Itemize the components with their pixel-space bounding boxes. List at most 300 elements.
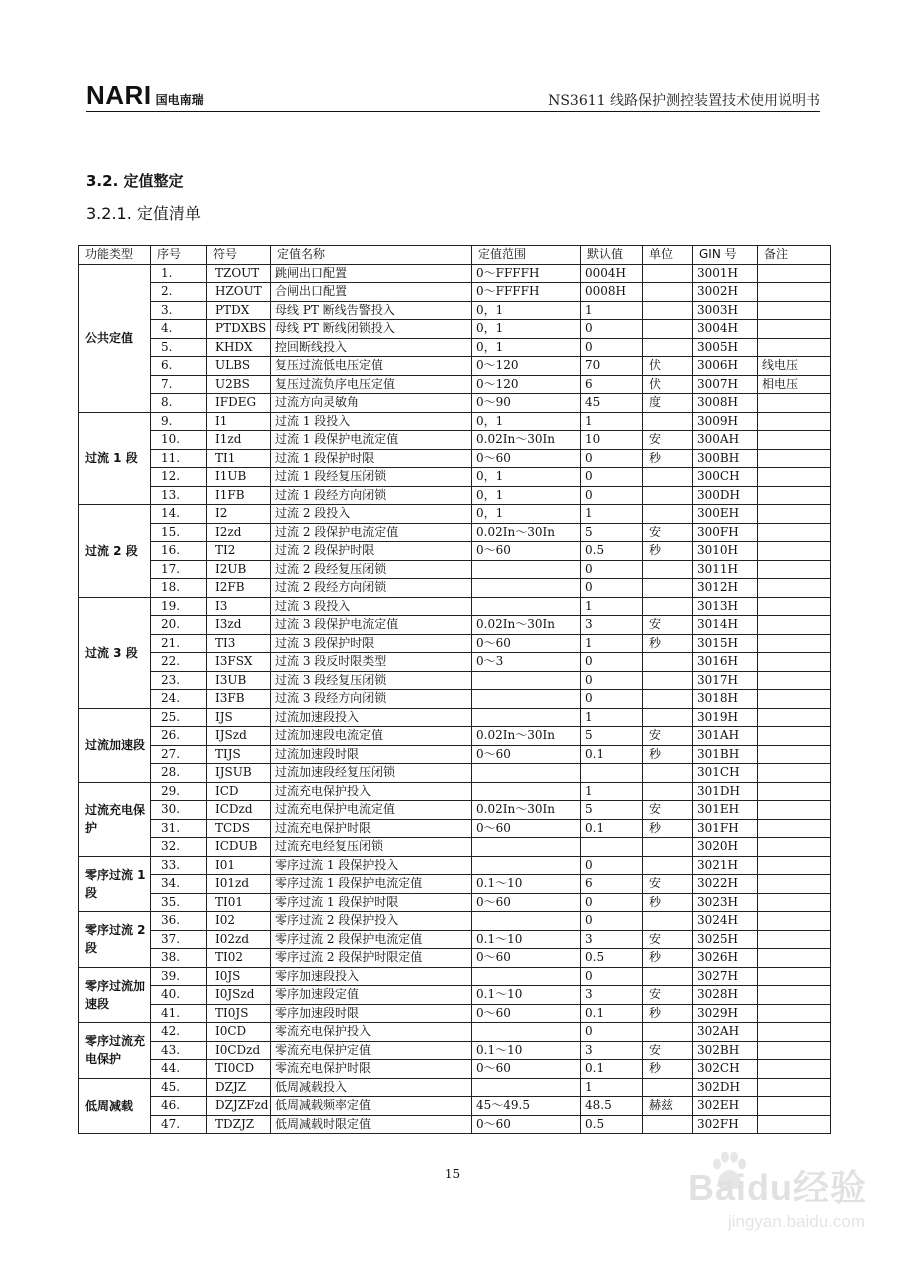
table-row: [79, 801, 831, 820]
col-header-remark: 备注: [758, 246, 831, 265]
cell-remark: 线电压: [758, 357, 831, 376]
cell-no: 21.: [151, 634, 207, 653]
cell-range: 0.02In～30In: [472, 801, 581, 820]
cell-symbol: I2zd: [207, 523, 271, 542]
cell-remark: [758, 412, 831, 431]
table-row: [79, 782, 831, 801]
cell-remark: [758, 1004, 831, 1023]
cell-default: 6: [581, 875, 643, 894]
cell-remark: [758, 838, 831, 857]
cell-default: 45: [581, 394, 643, 413]
cell-symbol: I3FB: [207, 690, 271, 709]
cell-remark: [758, 893, 831, 912]
cell-symbol: TI3: [207, 634, 271, 653]
cell-range: [472, 1078, 581, 1097]
table-row: [79, 486, 831, 505]
table-row: [79, 634, 831, 653]
cell-symbol: PTDXBS: [207, 320, 271, 339]
cell-remark: [758, 431, 831, 450]
cell-default: 1: [581, 708, 643, 727]
cell-remark: [758, 690, 831, 709]
cell-unit: 秒: [643, 449, 693, 468]
cell-symbol: IJS: [207, 708, 271, 727]
cell-symbol: TZOUT: [207, 264, 271, 283]
cell-default: 1: [581, 412, 643, 431]
cell-remark: [758, 283, 831, 302]
cell-default: 0: [581, 449, 643, 468]
cell-default: 1: [581, 782, 643, 801]
cell-unit: [643, 505, 693, 524]
cell-remark: [758, 967, 831, 986]
cell-range: [472, 671, 581, 690]
cell-remark: [758, 597, 831, 616]
cell-symbol: I2: [207, 505, 271, 524]
cell-default: 5: [581, 727, 643, 746]
cell-unit: 秒: [643, 819, 693, 838]
cell-unit: [643, 912, 693, 931]
cell-no: 41.: [151, 1004, 207, 1023]
cell-symbol: KHDX: [207, 338, 271, 357]
cell-unit: [643, 764, 693, 783]
cell-default: 0.1: [581, 745, 643, 764]
table-row: [79, 1115, 831, 1134]
cell-remark: [758, 949, 831, 968]
cell-gin: 3005H: [693, 338, 758, 357]
table-row: [79, 1041, 831, 1060]
cell-symbol: I3FSX: [207, 653, 271, 672]
cell-range: 0.1～10: [472, 1041, 581, 1060]
cell-symbol: TI2: [207, 542, 271, 561]
cell-range: 0～60: [472, 542, 581, 561]
function-type-cell: 过流加速段: [79, 708, 151, 782]
cell-name: 过流 3 段保护时限: [271, 634, 472, 653]
cell-range: 0～120: [472, 375, 581, 394]
cell-unit: [643, 579, 693, 598]
cell-remark: [758, 264, 831, 283]
cell-symbol: DZJZFzd: [207, 1097, 271, 1116]
cell-no: 20.: [151, 616, 207, 635]
cell-gin: 3024H: [693, 912, 758, 931]
cell-range: 0，1: [472, 301, 581, 320]
cell-unit: [643, 967, 693, 986]
cell-default: [581, 838, 643, 857]
cell-default: 3: [581, 1041, 643, 1060]
table-row: [79, 320, 831, 339]
table-row: [79, 1004, 831, 1023]
cell-name: 过流 2 段保护电流定值: [271, 523, 472, 542]
nari-logo: [86, 80, 204, 111]
cell-remark: [758, 338, 831, 357]
cell-unit: 安: [643, 523, 693, 542]
cell-default: 0: [581, 912, 643, 931]
cell-gin: 301DH: [693, 782, 758, 801]
table-row: [79, 542, 831, 561]
cell-no: 16.: [151, 542, 207, 561]
cell-range: 0～60: [472, 1060, 581, 1079]
cell-range: 0，1: [472, 468, 581, 487]
table-row: [79, 653, 831, 672]
cell-remark: [758, 653, 831, 672]
cell-name: 过流充电保护电流定值: [271, 801, 472, 820]
cell-no: 43.: [151, 1041, 207, 1060]
function-type-cell: 低周减载: [79, 1078, 151, 1134]
cell-range: 0～60: [472, 1004, 581, 1023]
col-header-range: 定值范围: [472, 246, 581, 265]
cell-range: [472, 967, 581, 986]
table-row: [79, 523, 831, 542]
cell-remark: [758, 634, 831, 653]
cell-range: 0，1: [472, 486, 581, 505]
cell-default: 0.1: [581, 1004, 643, 1023]
cell-remark: [758, 801, 831, 820]
cell-gin: 302BH: [693, 1041, 758, 1060]
cell-range: 0～60: [472, 1115, 581, 1134]
cell-range: 0～60: [472, 745, 581, 764]
cell-default: 0004H: [581, 264, 643, 283]
cell-symbol: I1: [207, 412, 271, 431]
cell-no: 29.: [151, 782, 207, 801]
table-row: [79, 949, 831, 968]
table-row: [79, 727, 831, 746]
cell-no: 14.: [151, 505, 207, 524]
cell-no: 18.: [151, 579, 207, 598]
table-row: [79, 394, 831, 413]
cell-name: 零序加速段投入: [271, 967, 472, 986]
subsection-heading: 3.2.1. 定值清单: [86, 204, 201, 223]
cell-unit: 安: [643, 875, 693, 894]
table-row: [79, 671, 831, 690]
cell-symbol: TI01: [207, 893, 271, 912]
cell-remark: [758, 1060, 831, 1079]
cell-gin: 301FH: [693, 819, 758, 838]
cell-name: 过流 1 段保护时限: [271, 449, 472, 468]
cell-remark: [758, 745, 831, 764]
cell-range: 0.1～10: [472, 986, 581, 1005]
cell-unit: 安: [643, 930, 693, 949]
cell-no: 32.: [151, 838, 207, 857]
cell-default: 1: [581, 301, 643, 320]
cell-unit: 秒: [643, 542, 693, 561]
cell-remark: [758, 560, 831, 579]
table-row: [79, 986, 831, 1005]
section-heading: 3.2. 定值整定: [86, 172, 184, 190]
cell-no: 30.: [151, 801, 207, 820]
cell-name: 合闸出口配置: [271, 283, 472, 302]
table-row: [79, 745, 831, 764]
cell-remark: [758, 708, 831, 727]
cell-unit: [643, 1023, 693, 1042]
settings-table-body: [79, 264, 831, 1134]
cell-no: 19.: [151, 597, 207, 616]
cell-name: 过流加速段时限: [271, 745, 472, 764]
cell-symbol: HZOUT: [207, 283, 271, 302]
cell-default: 1: [581, 634, 643, 653]
table-row: [79, 560, 831, 579]
cell-default: 6: [581, 375, 643, 394]
cell-no: 22.: [151, 653, 207, 672]
cell-unit: 伏: [643, 357, 693, 376]
cell-remark: [758, 1097, 831, 1116]
cell-unit: [643, 653, 693, 672]
cell-unit: [643, 671, 693, 690]
cell-unit: 秒: [643, 634, 693, 653]
cell-name: 低周减载时限定值: [271, 1115, 472, 1134]
cell-no: 15.: [151, 523, 207, 542]
cell-name: 零序过流 2 段保护电流定值: [271, 930, 472, 949]
cell-no: 9.: [151, 412, 207, 431]
cell-range: [472, 838, 581, 857]
cell-range: [472, 912, 581, 931]
cell-name: 过流 3 段投入: [271, 597, 472, 616]
col-header-gin: GIN 号: [693, 246, 758, 265]
table-row: [79, 875, 831, 894]
cell-unit: [643, 468, 693, 487]
cell-remark: [758, 320, 831, 339]
cell-default: 10: [581, 431, 643, 450]
cell-no: 12.: [151, 468, 207, 487]
cell-gin: 301CH: [693, 764, 758, 783]
cell-range: 0～FFFFH: [472, 283, 581, 302]
cell-default: 0: [581, 967, 643, 986]
cell-remark: [758, 468, 831, 487]
watermark-logo: Baidu经验: [687, 1167, 867, 1208]
cell-gin: 3007H: [693, 375, 758, 394]
cell-remark: [758, 912, 831, 931]
cell-gin: 3013H: [693, 597, 758, 616]
cell-symbol: I1FB: [207, 486, 271, 505]
cell-symbol: ICD: [207, 782, 271, 801]
cell-no: 11.: [151, 449, 207, 468]
cell-symbol: TI0JS: [207, 1004, 271, 1023]
table-row: [79, 412, 831, 431]
cell-name: 零流充电保护投入: [271, 1023, 472, 1042]
logo-chinese: 国电南瑞: [155, 93, 204, 107]
cell-range: 0～60: [472, 893, 581, 912]
cell-gin: 302AH: [693, 1023, 758, 1042]
cell-no: 35.: [151, 893, 207, 912]
cell-unit: [643, 486, 693, 505]
cell-default: 0: [581, 579, 643, 598]
cell-range: [472, 560, 581, 579]
table-row: [79, 1023, 831, 1042]
table-row: [79, 967, 831, 986]
col-header-unit: 单位: [643, 246, 693, 265]
cell-unit: 秒: [643, 745, 693, 764]
cell-unit: [643, 838, 693, 857]
cell-no: 13.: [151, 486, 207, 505]
cell-remark: [758, 671, 831, 690]
cell-name: 过流 1 段经复压闭锁: [271, 468, 472, 487]
cell-default: 5: [581, 523, 643, 542]
header-divider: [86, 111, 820, 112]
cell-gin: 300CH: [693, 468, 758, 487]
cell-default: 70: [581, 357, 643, 376]
function-type-cell: 零序过流充电保护: [79, 1023, 151, 1079]
cell-no: 24.: [151, 690, 207, 709]
cell-range: 0～60: [472, 449, 581, 468]
document-title: NS3611 线路保护测控装置技术使用说明书: [548, 93, 820, 109]
cell-range: [472, 597, 581, 616]
cell-symbol: IJSzd: [207, 727, 271, 746]
cell-no: 5.: [151, 338, 207, 357]
table-header-row: [79, 246, 831, 265]
cell-range: [472, 764, 581, 783]
page-header: [86, 80, 820, 114]
cell-remark: [758, 542, 831, 561]
cell-no: 4.: [151, 320, 207, 339]
cell-unit: [643, 597, 693, 616]
cell-name: 过流 1 段投入: [271, 412, 472, 431]
cell-unit: 秒: [643, 1004, 693, 1023]
cell-symbol: U2BS: [207, 375, 271, 394]
page-number: 15: [444, 1167, 461, 1181]
cell-name: 过流充电保护投入: [271, 782, 472, 801]
cell-gin: 3017H: [693, 671, 758, 690]
cell-unit: 秒: [643, 949, 693, 968]
cell-name: 零流充电保护时限: [271, 1060, 472, 1079]
cell-name: 母线 PT 断线告警投入: [271, 301, 472, 320]
cell-default: 0.5: [581, 949, 643, 968]
cell-name: 零序过流 2 段保护时限定值: [271, 949, 472, 968]
cell-gin: 302DH: [693, 1078, 758, 1097]
cell-no: 46.: [151, 1097, 207, 1116]
cell-gin: 3028H: [693, 986, 758, 1005]
cell-remark: [758, 579, 831, 598]
table-row: [79, 431, 831, 450]
cell-remark: [758, 1023, 831, 1042]
function-type-cell: 零序过流加速段: [79, 967, 151, 1023]
cell-no: 38.: [151, 949, 207, 968]
cell-unit: [643, 560, 693, 579]
cell-no: 25.: [151, 708, 207, 727]
cell-name: 过流加速段投入: [271, 708, 472, 727]
cell-gin: 3010H: [693, 542, 758, 561]
table-row: [79, 1060, 831, 1079]
cell-gin: 3009H: [693, 412, 758, 431]
cell-name: 过流加速段电流定值: [271, 727, 472, 746]
cell-no: 10.: [151, 431, 207, 450]
cell-no: 45.: [151, 1078, 207, 1097]
table-row: [79, 357, 831, 376]
cell-name: 过流 2 段经方向闭锁: [271, 579, 472, 598]
cell-no: 3.: [151, 301, 207, 320]
cell-gin: 302EH: [693, 1097, 758, 1116]
cell-symbol: I3zd: [207, 616, 271, 635]
cell-range: [472, 782, 581, 801]
cell-range: 0.02In～30In: [472, 616, 581, 635]
cell-remark: [758, 301, 831, 320]
cell-default: 0.1: [581, 819, 643, 838]
cell-symbol: I1UB: [207, 468, 271, 487]
cell-range: 0，1: [472, 320, 581, 339]
cell-remark: [758, 930, 831, 949]
cell-gin: 301EH: [693, 801, 758, 820]
cell-symbol: TCDS: [207, 819, 271, 838]
cell-unit: [643, 690, 693, 709]
table-row: [79, 708, 831, 727]
function-type-cell: 零序过流 1 段: [79, 856, 151, 912]
logo-mark: NARI: [86, 80, 152, 110]
cell-name: 过流 3 段保护电流定值: [271, 616, 472, 635]
cell-symbol: ULBS: [207, 357, 271, 376]
cell-unit: 安: [643, 986, 693, 1005]
cell-range: 0～3: [472, 653, 581, 672]
cell-range: 0.02In～30In: [472, 523, 581, 542]
cell-default: 0008H: [581, 283, 643, 302]
table-row: [79, 912, 831, 931]
cell-gin: 302FH: [693, 1115, 758, 1134]
cell-remark: [758, 727, 831, 746]
table-row: [79, 597, 831, 616]
col-header-default: 默认值: [581, 246, 643, 265]
cell-default: 0: [581, 560, 643, 579]
cell-name: 低周减载频率定值: [271, 1097, 472, 1116]
cell-unit: [643, 782, 693, 801]
col-header-no: 序号: [151, 246, 207, 265]
cell-range: 0.02In～30In: [472, 431, 581, 450]
cell-unit: 赫兹: [643, 1097, 693, 1116]
cell-default: 0: [581, 653, 643, 672]
cell-default: 0: [581, 486, 643, 505]
cell-symbol: TIJS: [207, 745, 271, 764]
cell-unit: [643, 708, 693, 727]
cell-unit: 安: [643, 801, 693, 820]
cell-no: 7.: [151, 375, 207, 394]
cell-default: 3: [581, 930, 643, 949]
cell-name: 零序过流 1 段保护电流定值: [271, 875, 472, 894]
cell-default: 0.5: [581, 542, 643, 561]
cell-unit: [643, 1115, 693, 1134]
cell-no: 17.: [151, 560, 207, 579]
cell-no: 27.: [151, 745, 207, 764]
cell-symbol: IJSUB: [207, 764, 271, 783]
col-header-type: 功能类型: [79, 246, 151, 265]
cell-name: 过流 3 段经复压闭锁: [271, 671, 472, 690]
cell-range: 0～FFFFH: [472, 264, 581, 283]
cell-symbol: I2FB: [207, 579, 271, 598]
cell-range: [472, 579, 581, 598]
cell-name: 零序加速段定值: [271, 986, 472, 1005]
cell-name: 过流 1 段经方向闭锁: [271, 486, 472, 505]
cell-remark: [758, 1041, 831, 1060]
cell-symbol: I0CD: [207, 1023, 271, 1042]
cell-no: 6.: [151, 357, 207, 376]
cell-range: [472, 1023, 581, 1042]
cell-symbol: I01: [207, 856, 271, 875]
cell-remark: [758, 782, 831, 801]
cell-name: 复压过流负序电压定值: [271, 375, 472, 394]
cell-no: 2.: [151, 283, 207, 302]
cell-name: 过流 1 段保护电流定值: [271, 431, 472, 450]
col-header-name: 定值名称: [271, 246, 472, 265]
cell-symbol: TI02: [207, 949, 271, 968]
cell-default: 0: [581, 468, 643, 487]
cell-gin: 3014H: [693, 616, 758, 635]
cell-remark: [758, 764, 831, 783]
cell-remark: 相电压: [758, 375, 831, 394]
cell-range: 0～60: [472, 949, 581, 968]
cell-default: 0: [581, 1023, 643, 1042]
cell-name: 零流充电保护定值: [271, 1041, 472, 1060]
cell-no: 33.: [151, 856, 207, 875]
cell-range: 0，1: [472, 412, 581, 431]
cell-symbol: TDZJZ: [207, 1115, 271, 1134]
table-row: [79, 838, 831, 857]
cell-symbol: I02zd: [207, 930, 271, 949]
table-row: [79, 283, 831, 302]
table-row: [79, 1097, 831, 1116]
table-row: [79, 856, 831, 875]
